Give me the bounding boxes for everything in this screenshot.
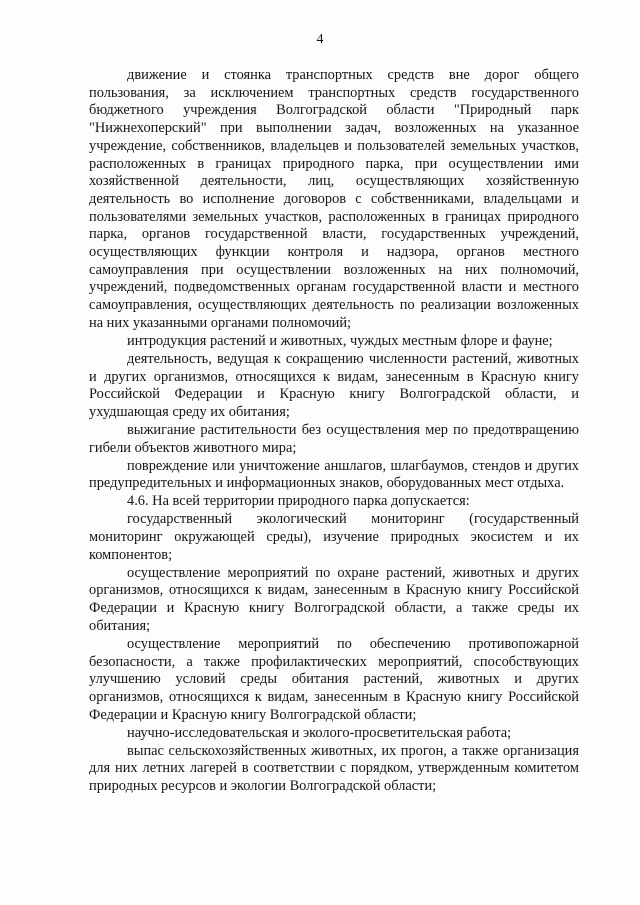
paragraph: выпас сельскохозяйственных животных, их прогон, а также организация для них летних лагерей в соответствии с порядком, утвержденным комитетом природных ресурсов и экологии Волгоградской области; bbox=[89, 742, 579, 795]
paragraph: 4.6. На всей территории природного парка допускается: bbox=[127, 493, 470, 510]
paragraph: государственный экологический мониторинг (государственный мониторинг окружающей среды), изучение природных экосистем и их компонентов; bbox=[89, 511, 579, 563]
paragraph: повреждение или уничтожение аншлагов, шлагбаумов, стендов и других предупредительных и информационных знаков, оборудованных мест отдыха. bbox=[89, 457, 579, 492]
paragraph: движение и стоянка транспортных средств вне дорог общего пользования, за исключением транспортных средств государственного бюджетного учреждения Волгоградской области "Природный парк "Нижнехоперский" при выполнении задач, возложенных на указанное учреждение, собственников, владельцев и пользователей земельных участков, расположенных в границах природного парка, при осуществлении ими хозяйственной деятельности, лиц, осуществляющих хозяйственную деятельность во исполнение договоров с собственниками, владельцами и пользователями земельных участков, расположенных в границах природного парка, органов государственной власти, государственных учреждений, осуществляющих функции контроля и надзора, органов местного самоуправления при осуществлении возложенных на них полномочий, учреждений, подведомственных органам государственной власти и местного самоуправления, осуществляющих деятельность по реализации возложенных на них указанными органами полномочий; bbox=[89, 67, 579, 331]
page-number: 4 bbox=[316, 32, 324, 47]
paragraph: деятельность, ведущая к сокращению численности растений, животных и других организмов, относящихся к видам, занесенным в Красную книгу Российской Федерации и Красную книгу Волгоградской области, и ухудшающая среду их обитания; bbox=[89, 350, 579, 420]
paragraph: научно-исследовательская и эколого-просветительская работа; bbox=[127, 724, 512, 741]
paragraph: осуществление мероприятий по обеспечению противопожарной безопасности, а также профилактических мероприятий, способствующих улучшению условий среды обитания растений, животных и других организмов, относящихся к видам, занесенным в Красную книгу Российской Федерации и Красную книгу Волгоградской области; bbox=[89, 635, 579, 723]
paragraph: интродукция растений и животных, чуждых местным флоре и фауне; bbox=[127, 332, 553, 349]
paragraph: выжигание растительности без осуществления мер по предотвращению гибели объектов животного мира; bbox=[89, 421, 579, 456]
paragraph: осуществление мероприятий по охране растений, животных и других организмов, относящихся к видам, занесенным в Красную книгу Российской Федерации и Красную книгу Волгоградской области, а также среды их обитания; bbox=[89, 564, 579, 634]
document-body bbox=[89, 67, 579, 796]
